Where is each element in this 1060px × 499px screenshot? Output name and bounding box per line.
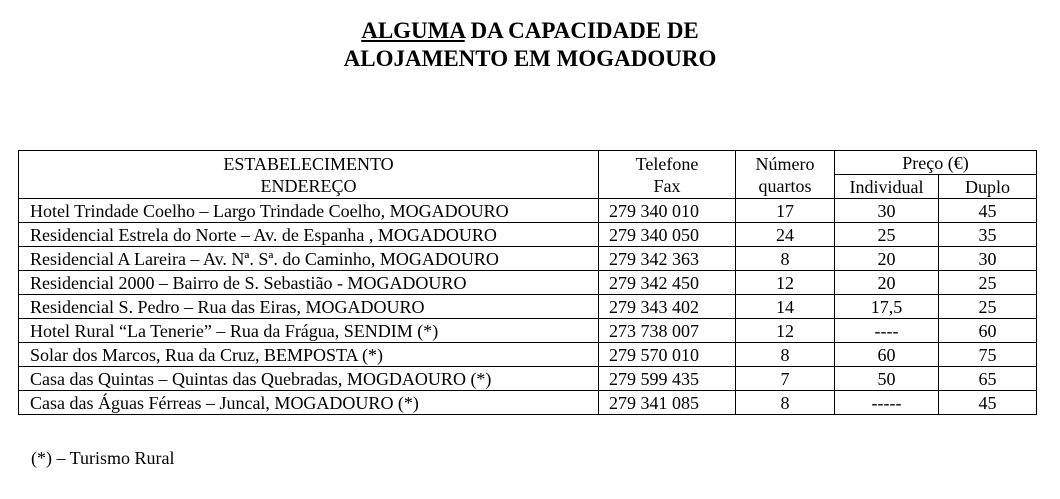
lodging-table-body [19,151,1037,415]
price-individual-cell: 25 [835,223,939,247]
title-line-1-rest: DA CAPACIDADE DE [464,18,699,43]
price-individual-cell: 20 [835,271,939,295]
rooms-cell: 8 [736,391,835,415]
header-price-individual: Individual [835,175,939,199]
establishment-cell: Casa das Águas Férreas – Juncal, MOGADOURO (*) [19,391,599,415]
establishment-cell: Residencial 2000 – Bairro de S. Sebastião - MOGADOURO [19,271,599,295]
header-phone-label: Telefone [635,153,699,174]
establishment-cell: Hotel Rural “La Tenerie” – Rua da Frágua, SENDIM (*) [19,319,599,343]
header-price: Preço (€) [835,151,1037,175]
price-double-cell: 45 [939,199,1037,223]
title-line-2: ALOJAMENTO EM MOGADOURO [343,46,717,71]
rooms-cell: 8 [736,247,835,271]
phone-cell: 279 340 050 [599,223,736,247]
rooms-cell: 12 [736,271,835,295]
phone-cell: 279 342 450 [599,271,736,295]
footnote: (*) – Turismo Rural [31,448,175,468]
header-rooms-label-1: Número [755,153,815,174]
establishment-cell: Casa das Quintas – Quintas das Quebradas, MOGDAOURO (*) [19,367,599,391]
rooms-cell: 7 [736,367,835,391]
table-row [19,247,1037,271]
price-individual-cell: 20 [835,247,939,271]
price-double-cell: 60 [939,319,1037,343]
title-underlined-word: ALGUMA [361,18,465,43]
price-individual-cell: ---- [835,319,939,343]
rooms-cell: 14 [736,295,835,319]
establishment-cell: Solar dos Marcos, Rua da Cruz, BEMPOSTA (*) [19,343,599,367]
document-title [0,17,1060,73]
price-individual-cell: 50 [835,367,939,391]
phone-cell: 279 341 085 [599,391,736,415]
price-double-cell: 25 [939,271,1037,295]
establishment-cell: Residencial S. Pedro – Rua das Eiras, MOGADOURO [19,295,599,319]
price-double-cell: 25 [939,295,1037,319]
table-row [19,295,1037,319]
table-row [19,199,1037,223]
rooms-cell: 17 [736,199,835,223]
header-rooms-label-2: quartos [758,175,812,196]
price-double-cell: 30 [939,247,1037,271]
establishment-cell: Hotel Trindade Coelho – Largo Trindade Coelho, MOGADOURO [19,199,599,223]
header-row-1 [19,151,1037,175]
price-individual-cell: 30 [835,199,939,223]
establishment-cell: Residencial A Lareira – Av. Nª. Sª. do Caminho, MOGADOURO [19,247,599,271]
price-double-cell: 35 [939,223,1037,247]
rooms-cell: 8 [736,343,835,367]
table-row [19,223,1037,247]
phone-cell: 273 738 007 [599,319,736,343]
phone-cell: 279 343 402 [599,295,736,319]
header-fax-label: Fax [653,175,681,196]
price-double-cell: 75 [939,343,1037,367]
price-double-cell: 65 [939,367,1037,391]
header-establishment-label: ESTABELECIMENTO [223,153,394,174]
header-phone [599,151,736,199]
header-address-label: ENDEREÇO [260,175,357,196]
header-price-double: Duplo [939,175,1037,199]
table-row [19,271,1037,295]
rooms-cell: 24 [736,223,835,247]
price-individual-cell: 17,5 [835,295,939,319]
table-row [19,391,1037,415]
price-double-cell: 45 [939,391,1037,415]
header-establishment [19,151,599,199]
phone-cell: 279 340 010 [599,199,736,223]
title-line-1 [0,17,1060,45]
table-row [19,319,1037,343]
rooms-cell: 12 [736,319,835,343]
header-rooms [736,151,835,199]
establishment-cell: Residencial Estrela do Norte – Av. de Espanha , MOGADOURO [19,223,599,247]
phone-cell: 279 599 435 [599,367,736,391]
price-individual-cell: 60 [835,343,939,367]
table-row [19,343,1037,367]
phone-cell: 279 570 010 [599,343,736,367]
price-individual-cell: ----- [835,391,939,415]
lodging-table [18,150,1037,415]
table-row [19,367,1037,391]
phone-cell: 279 342 363 [599,247,736,271]
